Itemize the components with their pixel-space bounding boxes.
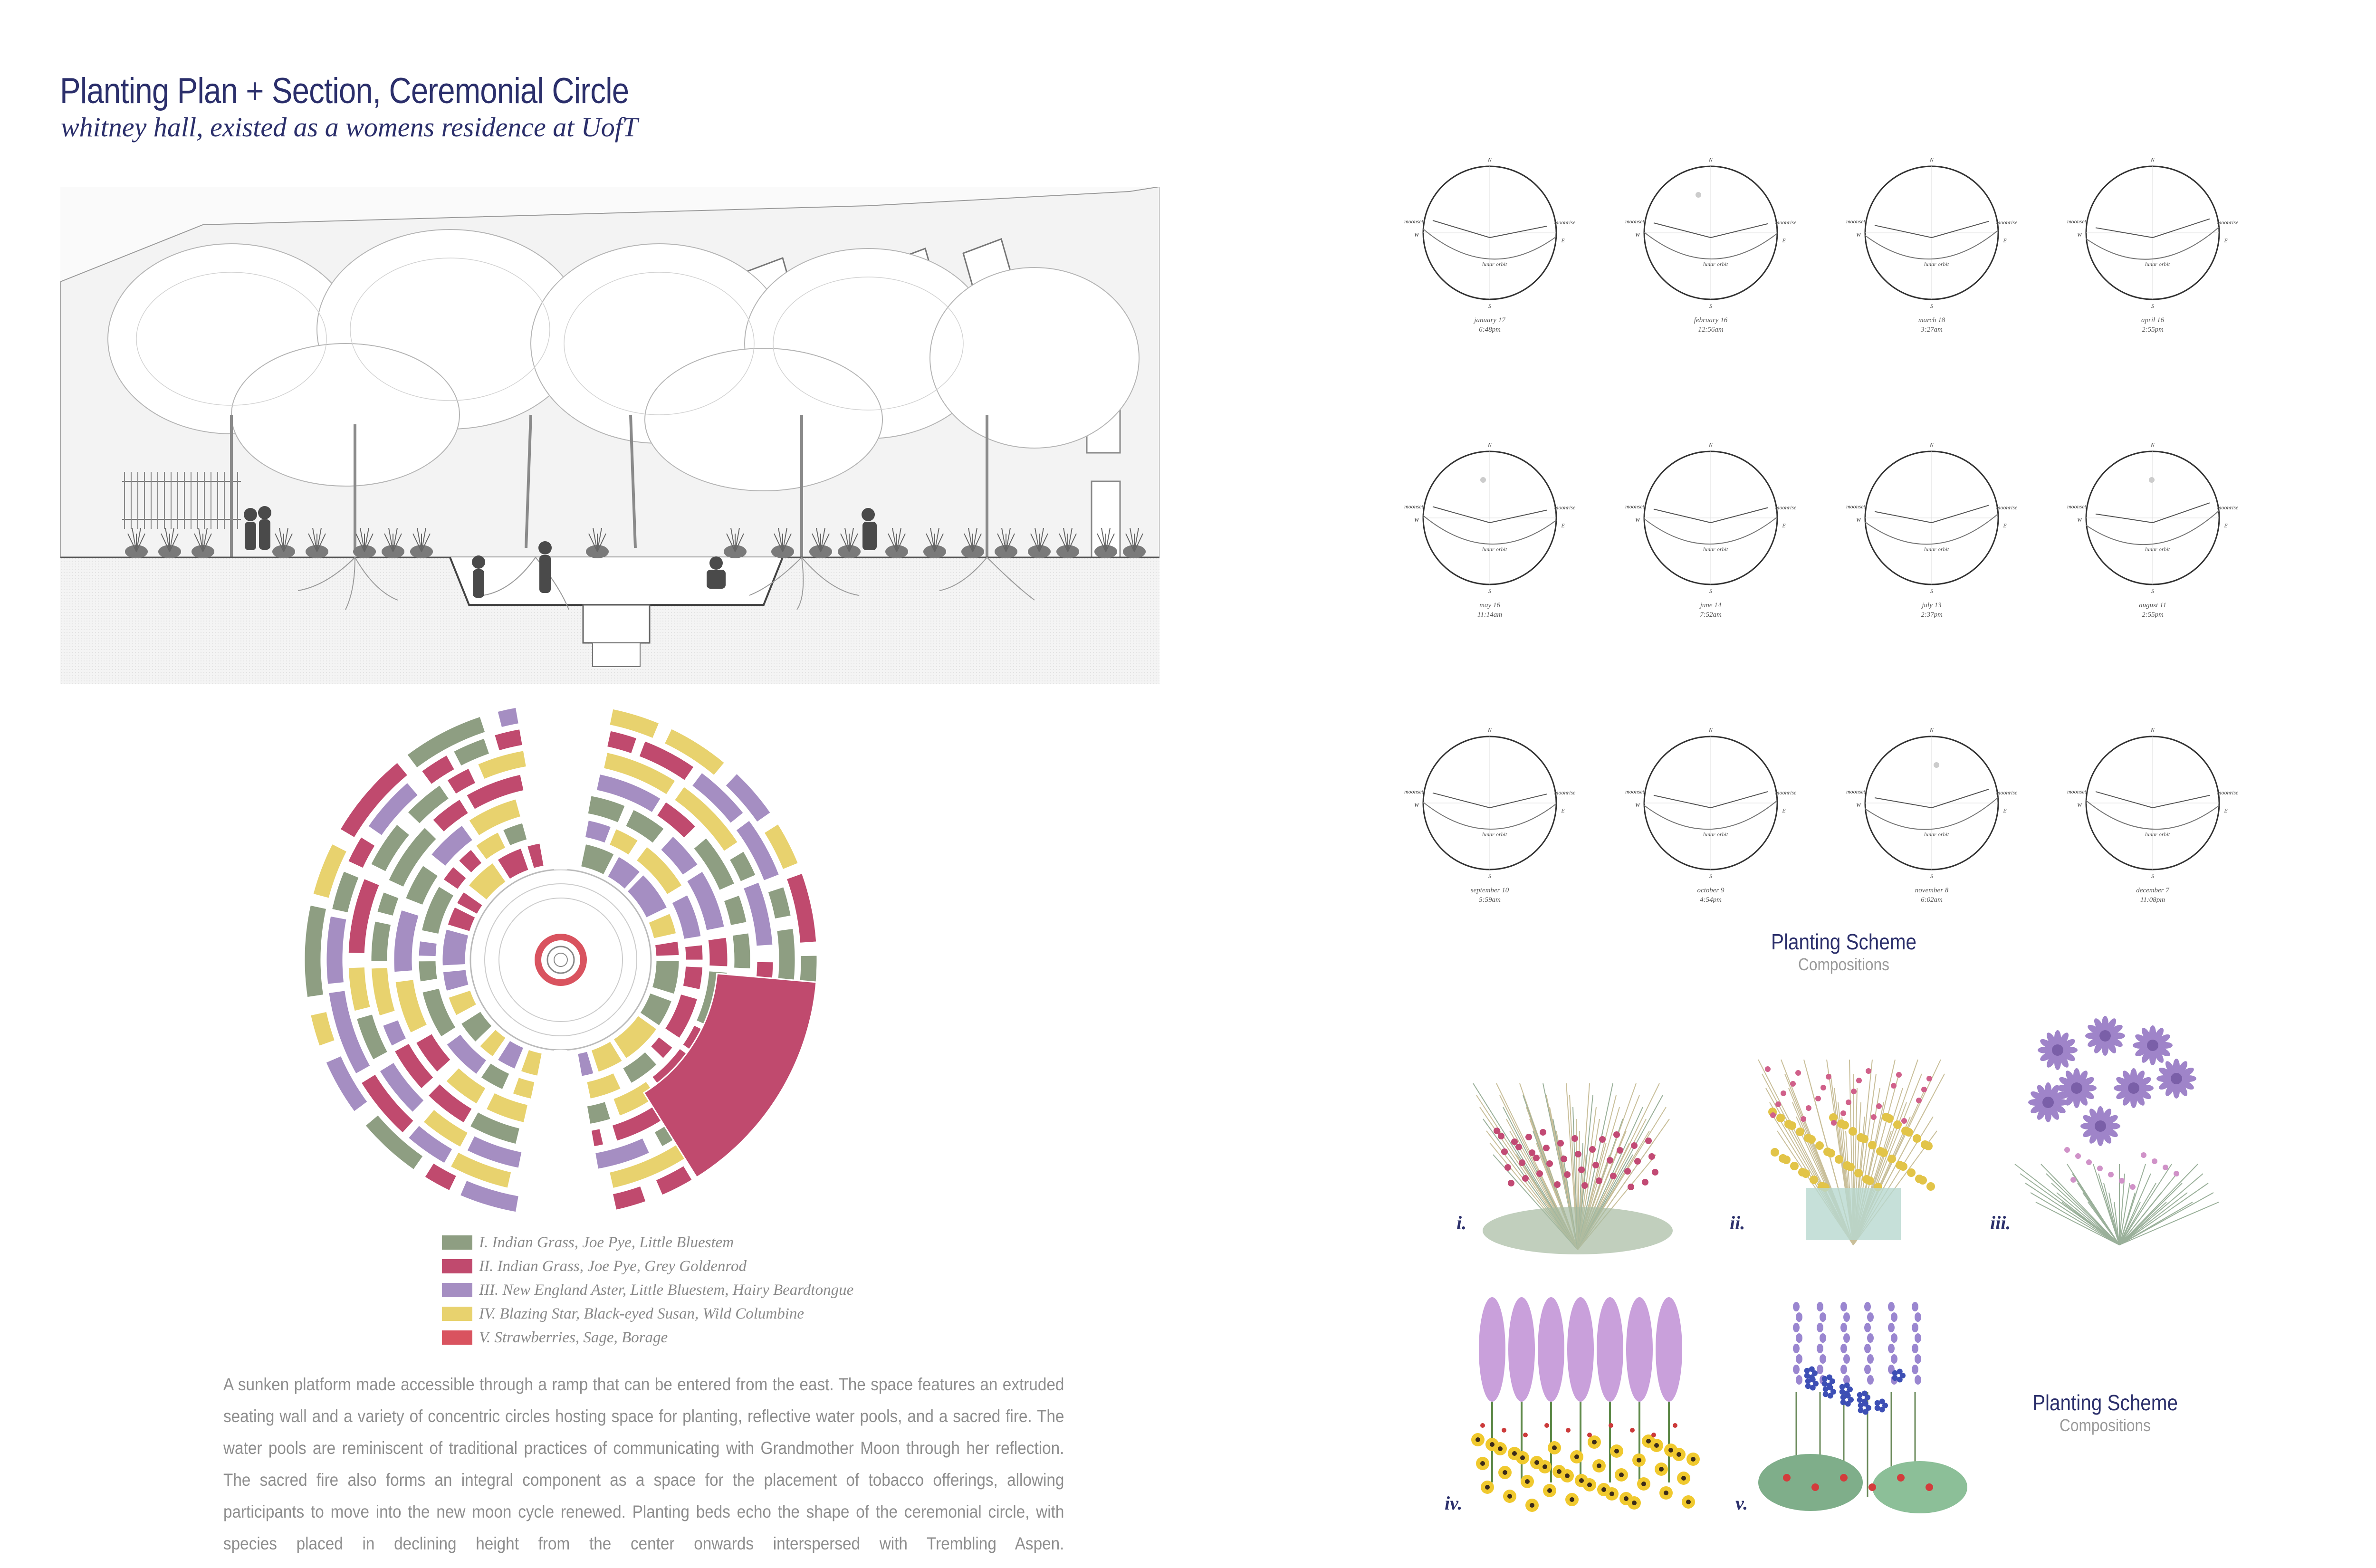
legend-label: V. Strawberries, Sage, Borage: [479, 1329, 668, 1346]
moonrise-label: moonrise: [1554, 504, 1576, 511]
planting-scheme-heading-2: [2010, 1390, 2200, 1435]
lunar-orbit-label: lunar orbit: [1703, 546, 1728, 553]
lunar-orbit-label: lunar orbit: [2145, 546, 2170, 553]
moon-date-label: june 14: [1700, 602, 1722, 609]
moon-diagram: [1395, 428, 1585, 627]
moon-time-label: 11:08pm: [2140, 896, 2165, 904]
section-illustration: [60, 187, 1159, 684]
lunar-orbit-label: lunar orbit: [1924, 831, 1949, 838]
composition-label: iv.: [1445, 1492, 1463, 1514]
moonset-label: moonset: [1625, 788, 1644, 795]
moonset-label: moonset: [2067, 503, 2086, 510]
planting-scheme-heading-1: [1749, 929, 1939, 975]
compass-e-label: E: [2224, 522, 2228, 529]
moon-orbit-chart: [1616, 143, 1806, 342]
composition-illustration: [1996, 1007, 2243, 1254]
moonset-label: moonset: [2067, 788, 2086, 795]
compass-s-label: S: [2151, 303, 2154, 309]
moon-date-label: february 16: [1694, 316, 1728, 324]
lunar-orbit-label: lunar orbit: [1703, 831, 1728, 838]
moon-date-label: march 18: [1918, 316, 1945, 324]
legend-label: I. Indian Grass, Joe Pye, Little Bluestem: [479, 1233, 734, 1251]
compass-s-label: S: [2151, 588, 2154, 594]
legend-swatch: [442, 1330, 472, 1345]
compass-s-label: S: [1930, 588, 1933, 594]
compass-n-label: N: [1929, 156, 1934, 163]
compass-n-label: N: [1487, 441, 1492, 448]
moon-orbit-chart: [1837, 428, 2027, 627]
lunar-orbit-label: lunar orbit: [1924, 546, 1949, 553]
composition-i: [1454, 1026, 1701, 1254]
moonrise-label: moonrise: [1775, 219, 1797, 226]
legend-item: [442, 1326, 853, 1349]
moon-date-label: november 8: [1915, 887, 1949, 894]
compass-n-label: N: [1487, 156, 1492, 163]
composition-label: iii.: [1990, 1212, 2011, 1233]
planting-scheme-subtitle: Compositions: [2060, 1415, 2151, 1435]
moonset-label: moonset: [1625, 503, 1644, 510]
composition-illustration: [1464, 1283, 1711, 1530]
compass-e-label: E: [2003, 807, 2007, 814]
composition-illustration: [1739, 1278, 1986, 1525]
moon-diagram: [1616, 428, 1806, 627]
compass-n-label: N: [2150, 727, 2155, 733]
compass-s-label: S: [1488, 303, 1491, 309]
composition-label: ii.: [1730, 1212, 1745, 1233]
moon-time-label: 3:27am: [1921, 326, 1943, 334]
moonrise-label: moonrise: [1996, 504, 2018, 511]
composition-label: v.: [1735, 1492, 1748, 1514]
composition-ii: [1730, 1017, 1977, 1245]
compass-e-label: E: [1561, 807, 1565, 814]
composition-illustration: [1730, 1017, 1977, 1254]
lunar-orbit-label: lunar orbit: [1482, 831, 1507, 838]
moon-time-label: 11:14am: [1477, 611, 1503, 619]
moonset-label: moonset: [2067, 218, 2086, 225]
compass-s-label: S: [1488, 588, 1491, 594]
compass-w-label: W: [1635, 231, 1640, 238]
moonrise-label: moonrise: [2217, 504, 2239, 511]
moonrise-label: moonrise: [2217, 219, 2239, 226]
moon-time-label: 5:59am: [1479, 896, 1501, 904]
moon-diagram: [1395, 143, 1585, 342]
moon-time-label: 2:55pm: [2142, 611, 2164, 619]
lunar-orbit-label: lunar orbit: [2145, 261, 2170, 268]
legend-label: IV. Blazing Star, Black-eyed Susan, Wild Columbine: [479, 1305, 805, 1322]
moon-date-label: october 9: [1697, 887, 1725, 894]
compass-s-label: S: [1930, 303, 1933, 309]
moonrise-label: moonrise: [1554, 219, 1576, 226]
planting-legend: [442, 1231, 853, 1349]
lunar-orbit-label: lunar orbit: [1703, 261, 1728, 268]
moon-date-label: july 13: [1922, 602, 1942, 609]
moon-orbit-chart: [2058, 428, 2248, 627]
moon-orbit-chart: [1837, 143, 2027, 342]
composition-illustration: [1454, 1026, 1701, 1254]
moonset-label: moonset: [1404, 788, 1423, 795]
compass-e-label: E: [1561, 522, 1565, 529]
moon-diagram: [1837, 713, 2027, 912]
compass-e-label: E: [1561, 237, 1565, 244]
moon-orbit-chart: [1616, 428, 1806, 627]
compass-s-label: S: [1930, 873, 1933, 880]
description-paragraph: A sunken platform made accessible through a ramp that can be entered from the east. The space features an extruded seating wall and a variety of concentric circles hosting space for planting, reflective water pools, and a sacred fire. The water pools are reminiscent of traditional practices of communicating with Grandmother Moon through her reflection. The sacred fire also forms an integral component as a space for the placement of tobacco offerings, allowing participants to move into the new moon cycle renewed. Planting beds echo the shape of the ceremonial circle, with species placed in declining height from the center onwards interspersed with Trembling Aspen.: [223, 1375, 1064, 1553]
legend-label: III. New England Aster, Little Bluestem, Hairy Beardtongue: [479, 1281, 854, 1299]
compass-e-label: E: [2003, 237, 2007, 244]
compass-w-label: W: [1635, 516, 1640, 523]
moon-date-label: december 7: [2136, 887, 2169, 894]
lunar-orbit-label: lunar orbit: [1924, 261, 1949, 268]
legend-label: II. Indian Grass, Joe Pye, Grey Goldenrod: [479, 1257, 747, 1275]
composition-label: i.: [1456, 1212, 1467, 1233]
compass-n-label: N: [1487, 727, 1492, 733]
moon-orbit-chart: [1395, 428, 1585, 627]
moon-time-label: 12:56am: [1698, 326, 1724, 334]
lunar-orbit-label: lunar orbit: [1482, 261, 1507, 268]
moon-orbit-chart: [1616, 713, 1806, 912]
legend-swatch: [442, 1283, 472, 1297]
planting-scheme-subtitle: Compositions: [1798, 955, 1889, 974]
compass-n-label: N: [1708, 156, 1713, 163]
moon-diagram: [1616, 143, 1806, 342]
compass-n-label: N: [1708, 727, 1713, 733]
compass-n-label: N: [2150, 156, 2155, 163]
moon-diagram: [2058, 713, 2248, 912]
compass-s-label: S: [2151, 873, 2154, 880]
moonset-label: moonset: [1404, 218, 1423, 225]
legend-item: [442, 1302, 853, 1326]
compass-w-label: W: [1414, 231, 1419, 238]
compass-n-label: N: [2150, 441, 2155, 448]
compass-s-label: S: [1709, 303, 1712, 309]
planting-plan-diagram: [228, 703, 988, 1235]
moonset-label: moonset: [1625, 218, 1644, 225]
moon-diagram: [1837, 428, 2027, 627]
moon-date-label: january 17: [1474, 316, 1505, 324]
section-drawing: [60, 187, 1159, 684]
moon-diagram: [1395, 713, 1585, 912]
compass-n-label: N: [1929, 727, 1934, 733]
composition-v: [1739, 1278, 1986, 1506]
moon-date-label: april 16: [2141, 316, 2164, 324]
compass-e-label: E: [2224, 237, 2228, 244]
moon-orbit-chart: [2058, 143, 2248, 342]
moonrise-label: moonrise: [1996, 219, 2018, 226]
planting-scheme-title: Planting Scheme: [1771, 929, 1917, 954]
compass-s-label: S: [1709, 588, 1712, 594]
legend-swatch: [442, 1259, 472, 1273]
moon-orbit-chart: [2058, 713, 2248, 912]
moonset-label: moonset: [1846, 503, 1865, 510]
lunar-orbit-label: lunar orbit: [1482, 546, 1507, 553]
compass-w-label: W: [1635, 802, 1640, 808]
compass-s-label: S: [1709, 873, 1712, 880]
legend-swatch: [442, 1307, 472, 1321]
moon-time-label: 7:52am: [1700, 611, 1722, 619]
legend-item: [442, 1231, 853, 1254]
compass-w-label: W: [1414, 802, 1419, 808]
compass-w-label: W: [1856, 516, 1861, 523]
lunar-orbit-label: lunar orbit: [2145, 831, 2170, 838]
compass-e-label: E: [2003, 522, 2007, 529]
moon-orbit-chart: [1395, 713, 1585, 912]
compass-s-label: S: [1488, 873, 1491, 880]
compass-e-label: E: [1782, 807, 1786, 814]
page-subtitle: whitney hall, existed as a womens residence at UofT: [61, 112, 638, 143]
moon-time-label: 6:48pm: [1479, 326, 1501, 334]
moon-date-label: may 16: [1479, 602, 1500, 609]
compass-n-label: N: [1708, 441, 1713, 448]
planting-plan: [228, 703, 988, 1235]
moonrise-label: moonrise: [1775, 504, 1797, 511]
legend-item: [442, 1254, 853, 1278]
moonrise-label: moonrise: [1775, 789, 1797, 796]
composition-iii: [1996, 1007, 2243, 1235]
moon-orbit-chart: [1395, 143, 1585, 342]
compass-e-label: E: [1782, 522, 1786, 529]
moon-time-label: 2:55pm: [2142, 326, 2164, 334]
composition-iv: [1464, 1283, 1711, 1511]
moonset-label: moonset: [1846, 788, 1865, 795]
moonrise-label: moonrise: [2217, 789, 2239, 796]
moon-orbit-chart: [1837, 713, 2027, 912]
moonrise-label: moonrise: [1554, 789, 1576, 796]
compass-e-label: E: [2224, 807, 2228, 814]
legend-swatch: [442, 1235, 472, 1250]
moon-diagram: [2058, 428, 2248, 627]
compass-e-label: E: [1782, 237, 1786, 244]
moon-time-label: 6:02am: [1921, 896, 1943, 904]
moonrise-label: moonrise: [1996, 789, 2018, 796]
compass-w-label: W: [1856, 802, 1861, 808]
planting-scheme-title: Planting Scheme: [2032, 1390, 2178, 1415]
compass-n-label: N: [1929, 441, 1934, 448]
moon-diagram: [2058, 143, 2248, 342]
page-title: Planting Plan + Section, Ceremonial Circle: [60, 71, 629, 111]
moon-diagram: [1837, 143, 2027, 342]
moonset-label: moonset: [1846, 218, 1865, 225]
compass-w-label: W: [1856, 231, 1861, 238]
moon-date-label: august 11: [2139, 602, 2166, 609]
moon-date-label: september 10: [1470, 887, 1509, 894]
compass-w-label: W: [2077, 802, 2082, 808]
compass-w-label: W: [1414, 516, 1419, 523]
moon-diagram: [1616, 713, 1806, 912]
legend-item: [442, 1278, 853, 1302]
compass-w-label: W: [2077, 231, 2082, 238]
moon-time-label: 4:54pm: [1700, 896, 1722, 904]
moonset-label: moonset: [1404, 503, 1423, 510]
moon-time-label: 2:37pm: [1921, 611, 1943, 619]
compass-w-label: W: [2077, 516, 2082, 523]
